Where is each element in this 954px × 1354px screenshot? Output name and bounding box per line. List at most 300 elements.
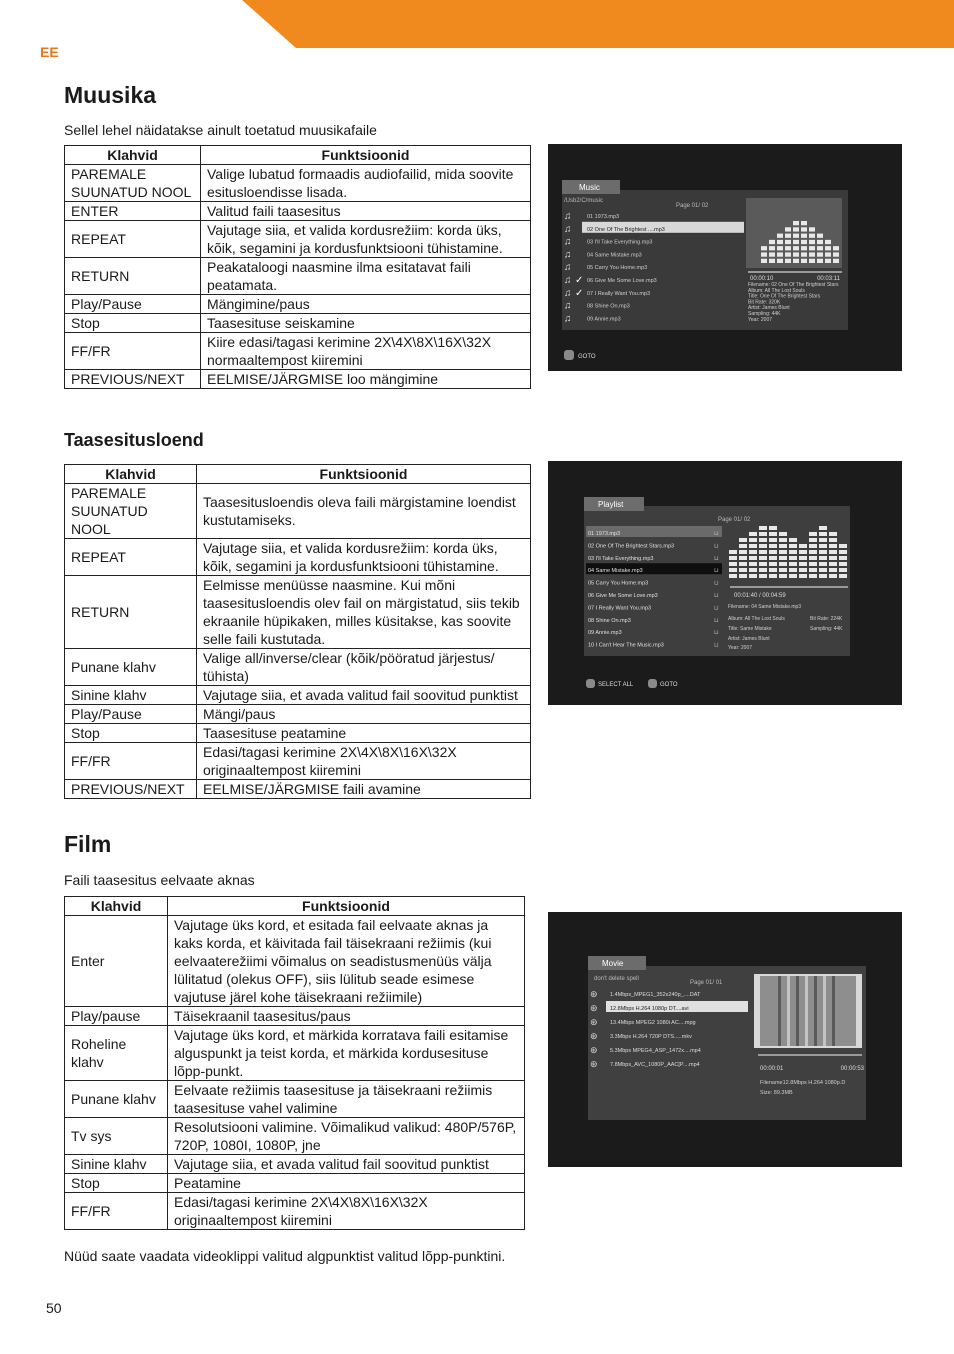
spectrum-bar bbox=[769, 562, 777, 566]
spectrum-bar bbox=[819, 568, 827, 572]
info-line: Title: Same Mistake bbox=[728, 626, 772, 632]
video-stripe bbox=[814, 976, 817, 1046]
key-cell: FF/FR bbox=[65, 1193, 168, 1230]
function-cell: Täisekraanil taasesitus/paus bbox=[168, 1007, 525, 1026]
function-cell: Valitud faili taasesitus bbox=[201, 202, 531, 221]
music-note-icon: ♫ bbox=[564, 223, 572, 235]
key-cell: Play/Pause bbox=[65, 705, 197, 724]
spectrum-bar bbox=[769, 252, 775, 256]
file-name: 04 Same Mistake.mp3 bbox=[587, 252, 642, 259]
spectrum-bar bbox=[785, 246, 791, 250]
spectrum-bar bbox=[769, 544, 777, 548]
spectrum-bar bbox=[761, 246, 767, 250]
spectrum-bar bbox=[769, 538, 777, 542]
spectrum-bar bbox=[779, 574, 787, 578]
spectrum-bar bbox=[839, 544, 847, 548]
spectrum-bar bbox=[809, 568, 817, 572]
spectrum-bar bbox=[759, 562, 767, 566]
key-cell: Enter bbox=[65, 916, 168, 1007]
spectrum-bar bbox=[819, 562, 827, 566]
spectrum-bar bbox=[829, 556, 837, 560]
info-line: Title: One Of The Brightest Stars bbox=[748, 293, 821, 300]
spectrum-bar bbox=[729, 574, 737, 578]
video-stripe bbox=[778, 976, 781, 1046]
spectrum-bar bbox=[759, 532, 767, 536]
file-name: 01 1973.mp3 bbox=[588, 531, 621, 537]
key-cell: REPEAT bbox=[65, 221, 201, 258]
spectrum-bar bbox=[809, 252, 815, 256]
spectrum-bar bbox=[789, 556, 797, 560]
spectrum-bar bbox=[793, 227, 799, 231]
path-label: don't delete spell bbox=[594, 976, 639, 982]
spectrum-bar bbox=[799, 550, 807, 554]
spectrum-bar bbox=[825, 240, 831, 244]
spectrum-bar bbox=[817, 246, 823, 250]
function-cell: Vajutage üks kord, et märkida korratava faili esitamise alguspunkt ja teist korda, et märkida kordusesituse lõpp-punkt. bbox=[168, 1026, 525, 1081]
key-cell: ENTER bbox=[65, 202, 201, 221]
spectrum-bar bbox=[779, 538, 787, 542]
file-name: 06 Give Me Some Love.mp3 bbox=[588, 593, 658, 599]
key-cell: PAREMALE SUUNATUD NOOL bbox=[65, 484, 197, 539]
music-note-icon: ♫ bbox=[564, 313, 572, 325]
spectrum-bar bbox=[829, 574, 837, 578]
spectrum-bar bbox=[819, 544, 827, 548]
function-cell: Edasi/tagasi kerimine 2X\4X\8X\16X\32X originaaltempost kiiremini bbox=[168, 1193, 525, 1230]
spectrum-bar bbox=[739, 544, 747, 548]
file-name: 03 I'll Take Everything.mp3 bbox=[587, 239, 653, 246]
path-label: /Usb2/C/music bbox=[564, 198, 604, 204]
table-row bbox=[65, 705, 531, 724]
file-name: 1.4Mbps_MPEG1_352x240p_....DAT bbox=[610, 992, 701, 998]
blue-key-icon bbox=[648, 679, 657, 688]
function-cell: Mängimine/paus bbox=[201, 295, 531, 314]
info-line: Bit Rate: 320K bbox=[748, 299, 781, 306]
spectrum-bar bbox=[769, 259, 775, 263]
film-reel-icon: ⊛ bbox=[590, 1031, 598, 1041]
spectrum-bar bbox=[789, 574, 797, 578]
section-title-music: Muusika bbox=[64, 82, 157, 108]
spectrum-bar bbox=[839, 556, 847, 560]
file-name: 02 One Of The Brightest ....mp3 bbox=[587, 226, 665, 233]
info-line: Album: All The Lost Souls bbox=[728, 616, 785, 622]
function-cell: Eelmisse menüüsse naasmine. Kui mõni taasesitusloendis olev fail on märgistatud, siis tekib ekraanile hüpikaken, milles küsitakse, kas soovite selle faili kustutada. bbox=[197, 576, 531, 649]
spectrum-bar bbox=[759, 526, 767, 530]
spectrum-bar bbox=[779, 532, 787, 536]
key-cell: PREVIOUS/NEXT bbox=[65, 780, 197, 799]
spectrum-bar bbox=[809, 574, 817, 578]
spectrum-bar bbox=[809, 538, 817, 542]
spectrum-bar bbox=[809, 259, 815, 263]
file-name: 03 I'll Take Everything.mp3 bbox=[588, 555, 654, 562]
spectrum-bar bbox=[801, 259, 807, 263]
spectrum-bar bbox=[785, 252, 791, 256]
spectrum-bar bbox=[801, 252, 807, 256]
table-row bbox=[65, 1174, 525, 1193]
spectrum-bar bbox=[839, 568, 847, 572]
function-cell: EELMISE/JÄRGMISE faili avamine bbox=[197, 780, 531, 799]
info-line: Sampling: 44K bbox=[810, 626, 843, 632]
file-name: 3.3Mbps H.264 720P DTS.....mkv bbox=[610, 1034, 692, 1040]
spectrum-bar bbox=[829, 562, 837, 566]
spectrum-bar bbox=[793, 240, 799, 244]
tab-label: Movie bbox=[602, 959, 624, 968]
file-name: 05 Carry You Home.mp3 bbox=[587, 265, 648, 272]
video-stripe bbox=[823, 976, 826, 1046]
spectrum-bar bbox=[801, 234, 807, 238]
key-cell: RETURN bbox=[65, 576, 197, 649]
spectrum-bar bbox=[793, 246, 799, 250]
music-note-icon: ♫ bbox=[564, 287, 572, 299]
music-note-icon: ♫ bbox=[564, 275, 572, 286]
key-cell: Roheline klahv bbox=[65, 1026, 168, 1081]
goto-label: GOTO bbox=[578, 354, 596, 360]
elapsed-time: 00:00:10 bbox=[750, 276, 774, 282]
spectrum-bar bbox=[769, 246, 775, 250]
spectrum-bar bbox=[799, 562, 807, 566]
progress-bar bbox=[748, 271, 842, 273]
video-stripe bbox=[805, 976, 808, 1046]
spectrum-bar bbox=[761, 252, 767, 256]
spectrum-bar bbox=[777, 252, 783, 256]
table-row bbox=[65, 1155, 525, 1174]
spectrum-bar bbox=[829, 550, 837, 554]
file-name: 08 Shine On.mp3 bbox=[588, 617, 631, 624]
spectrum-bar bbox=[739, 568, 747, 572]
spectrum-bar bbox=[749, 538, 757, 542]
function-cell: Mängi/paus bbox=[197, 705, 531, 724]
checkmark-icon: ✓ bbox=[575, 275, 584, 286]
music-note-icon: ♫ bbox=[564, 262, 572, 274]
spectrum-bar bbox=[799, 574, 807, 578]
key-cell: Tv sys bbox=[65, 1118, 168, 1155]
info-line: Bit Rate: 224K bbox=[810, 616, 843, 622]
key-cell: FF/FR bbox=[65, 333, 201, 370]
spectrum-bar bbox=[833, 246, 839, 250]
spectrum-bar bbox=[793, 252, 799, 256]
spectrum-bar bbox=[739, 556, 747, 560]
function-cell: Eelvaate režiimis taasesituse ja täisekraani režiimis taasesituse vahel valimine bbox=[168, 1081, 525, 1118]
info-line: Artist: James Blunt bbox=[748, 305, 790, 312]
table-row bbox=[65, 1193, 525, 1230]
spectrum-bar bbox=[819, 550, 827, 554]
film-reel-icon: ⊛ bbox=[590, 989, 598, 999]
function-cell: Edasi/tagasi kerimine 2X\4X\8X\16X\32X originaaltempost kiiremini bbox=[197, 743, 531, 780]
spectrum-bar bbox=[769, 532, 777, 536]
spectrum-bar bbox=[761, 259, 767, 263]
function-cell: Taasesitusloendis oleva faili märgistamine loendist kustutamiseks. bbox=[197, 484, 531, 539]
spectrum-bar bbox=[829, 538, 837, 542]
key-cell: Play/Pause bbox=[65, 295, 201, 314]
function-cell: Vajutage siia, et avada valitud fail soovitud punktist bbox=[197, 686, 531, 705]
spectrum-bar bbox=[759, 574, 767, 578]
function-cell: Resolutsiooni valimine. Võimalikud valikud: 480P/576P, 720P, 1080I, 1080P, jne bbox=[168, 1118, 525, 1155]
info-line: Filename12.8Mbps H.264 1080p.D bbox=[760, 1080, 846, 1086]
film-note: Nüüd saate vaadata videoklippi valitud algpunktist valitud lõpp-punktini. bbox=[64, 1248, 506, 1264]
spectrum-bar bbox=[809, 240, 815, 244]
info-line: Filename: 04 Same Mistake.mp3 bbox=[728, 604, 802, 610]
spectrum-bar bbox=[799, 556, 807, 560]
select-all-label: SELECT ALL bbox=[598, 682, 634, 688]
spectrum-bar bbox=[801, 221, 807, 225]
table-row bbox=[65, 370, 531, 389]
spectrum-bar bbox=[817, 252, 823, 256]
spectrum-bar bbox=[789, 568, 797, 572]
spectrum-bar bbox=[729, 550, 737, 554]
page-indicator: Page 01/ 02 bbox=[676, 203, 709, 209]
table-row bbox=[65, 686, 531, 705]
spectrum-bar bbox=[799, 568, 807, 572]
table-row bbox=[65, 780, 531, 799]
spectrum-bar bbox=[759, 544, 767, 548]
spectrum-bar bbox=[729, 556, 737, 560]
spectrum-bar bbox=[777, 234, 783, 238]
table-row bbox=[65, 1007, 525, 1026]
page-indicator: Page 01/ 01 bbox=[690, 980, 723, 986]
list-marker-icon: ⊔ bbox=[714, 531, 719, 537]
spectrum-bar bbox=[739, 562, 747, 566]
spectrum-bar bbox=[749, 562, 757, 566]
function-cell: Vajutage siia, et valida kordusrežiim: korda üks, kõik, segamini ja kordusfunktsiooni tühistamine. bbox=[197, 539, 531, 576]
spectrum-bar bbox=[779, 562, 787, 566]
table-row bbox=[65, 1081, 525, 1118]
page-number: 50 bbox=[46, 1300, 62, 1316]
section-title-playlist: Taasesitusloend bbox=[64, 430, 204, 450]
file-name: 13.4Mbps MPEG2 1080i AC....mpg bbox=[610, 1020, 696, 1026]
function-cell: Valige all/inverse/clear (kõik/pööratud järjestus/ tühista) bbox=[197, 649, 531, 686]
elapsed-time: 00:00:01 bbox=[760, 1066, 784, 1072]
spectrum-bar bbox=[817, 234, 823, 238]
music-screenshot bbox=[548, 144, 902, 371]
table-row bbox=[65, 743, 531, 780]
key-cell: Punane klahv bbox=[65, 649, 197, 686]
key-cell: PAREMALE SUUNATUD NOOL bbox=[65, 165, 201, 202]
file-name: 09 Annie.mp3 bbox=[587, 316, 621, 323]
film-intro: Faili taasesitus eelvaate aknas bbox=[64, 872, 255, 888]
spectrum-bar bbox=[839, 574, 847, 578]
spectrum-bar bbox=[809, 544, 817, 548]
file-name: 07 I Really Want You.mp3 bbox=[587, 290, 651, 297]
spectrum-bar bbox=[789, 550, 797, 554]
spectrum-bar bbox=[793, 221, 799, 225]
spectrum-bar bbox=[833, 259, 839, 263]
spectrum-bar bbox=[801, 227, 807, 231]
spectrum-bar bbox=[749, 556, 757, 560]
spectrum-bar bbox=[749, 568, 757, 572]
key-cell: PREVIOUS/NEXT bbox=[65, 370, 201, 389]
progress-bar bbox=[730, 586, 848, 588]
video-stripe bbox=[787, 976, 790, 1046]
playlist-keys-table bbox=[64, 464, 531, 799]
tab-label: Playlist bbox=[598, 500, 624, 509]
spectrum-bar bbox=[839, 562, 847, 566]
progress-bar bbox=[758, 1054, 862, 1056]
function-cell: Kiire edasi/tagasi kerimine 2X\4X\8X\16X\32X normaaltempost kiiremini bbox=[201, 333, 531, 370]
spectrum-bar bbox=[809, 556, 817, 560]
duration: 00:03:11 bbox=[817, 276, 840, 282]
table-row bbox=[65, 314, 531, 333]
key-cell: Play/pause bbox=[65, 1007, 168, 1026]
spectrum-bar bbox=[789, 544, 797, 548]
spectrum-bar bbox=[779, 544, 787, 548]
file-name: 04 Same Mistake.mp3 bbox=[588, 568, 643, 575]
spectrum-bar bbox=[785, 227, 791, 231]
red-key-icon bbox=[586, 679, 595, 688]
spectrum-bar bbox=[779, 550, 787, 554]
list-marker-icon: ⊔ bbox=[714, 555, 719, 562]
spectrum-bar bbox=[789, 538, 797, 542]
file-name: 5.3Mbps MPEG4_ASP_1472x....mp4 bbox=[610, 1048, 701, 1054]
function-cell: Peatamine bbox=[168, 1174, 525, 1193]
info-line: Size: 89.3MB bbox=[760, 1090, 793, 1096]
info-line: Year: 2007 bbox=[748, 316, 773, 323]
spectrum-bar bbox=[801, 240, 807, 244]
goto-key-icon bbox=[564, 350, 574, 360]
key-cell: FF/FR bbox=[65, 743, 197, 780]
function-cell: Vajutage siia, et avada valitud fail soovitud punktist bbox=[168, 1155, 525, 1174]
language-tag: EE bbox=[40, 44, 59, 60]
key-cell: Stop bbox=[65, 314, 201, 333]
list-marker-icon: ⊔ bbox=[714, 642, 719, 649]
spectrum-bar bbox=[789, 562, 797, 566]
table-row bbox=[65, 165, 531, 202]
spectrum-bar bbox=[785, 240, 791, 244]
film-reel-icon: ⊛ bbox=[590, 1059, 598, 1069]
spectrum-bar bbox=[829, 532, 837, 536]
spectrum-bar bbox=[829, 544, 837, 548]
spectrum-bar bbox=[769, 574, 777, 578]
file-name: 12.8Mbps H.264 1080p DT....avi bbox=[610, 1006, 689, 1012]
spectrum-bar bbox=[793, 259, 799, 263]
music-keys-table bbox=[64, 145, 531, 389]
col-header-key: Klahvid bbox=[65, 897, 168, 916]
spectrum-bar bbox=[769, 568, 777, 572]
spectrum-bar bbox=[809, 550, 817, 554]
music-note-icon: ♫ bbox=[564, 300, 572, 312]
spectrum-bar bbox=[739, 574, 747, 578]
playlist-screenshot bbox=[548, 461, 902, 705]
list-marker-icon: ⊔ bbox=[714, 617, 719, 624]
table-row bbox=[65, 539, 531, 576]
key-cell: Sinine klahv bbox=[65, 686, 197, 705]
key-cell: REPEAT bbox=[65, 539, 197, 576]
music-note-icon: ♫ bbox=[564, 211, 572, 222]
film-screenshot bbox=[548, 912, 902, 1167]
col-header-key: Klahvid bbox=[65, 146, 201, 165]
duration: 00:00:53 bbox=[840, 1066, 864, 1072]
spectrum-bar bbox=[749, 544, 757, 548]
file-name: 06 Give Me Some Love.mp3 bbox=[587, 278, 657, 284]
key-cell: Punane klahv bbox=[65, 1081, 168, 1118]
spectrum-bar bbox=[819, 526, 827, 530]
music-note-icon: ♫ bbox=[564, 236, 572, 248]
spectrum-bar bbox=[825, 246, 831, 250]
tab-label: Music bbox=[579, 183, 600, 192]
spectrum-bar bbox=[769, 556, 777, 560]
spectrum-bar bbox=[809, 246, 815, 250]
info-line: Artist: James Blunt bbox=[728, 636, 770, 642]
spectrum-bar bbox=[759, 538, 767, 542]
list-marker-icon: ⊔ bbox=[714, 580, 719, 587]
spectrum-bar bbox=[829, 568, 837, 572]
key-cell: Stop bbox=[65, 1174, 168, 1193]
spectrum-bar bbox=[749, 532, 757, 536]
film-reel-icon: ⊛ bbox=[590, 1003, 598, 1013]
col-header-function: Funktsioonid bbox=[197, 465, 531, 484]
table-row bbox=[65, 724, 531, 743]
elapsed-time: 00:01:40 / 00:04:59 bbox=[734, 593, 786, 599]
section-title-film: Film bbox=[64, 831, 112, 857]
list-marker-icon: ⊔ bbox=[714, 543, 719, 550]
col-header-function: Funktsioonid bbox=[201, 146, 531, 165]
spectrum-bar bbox=[809, 234, 815, 238]
spectrum-bar bbox=[819, 538, 827, 542]
spectrum-bar bbox=[825, 259, 831, 263]
table-row bbox=[65, 221, 531, 258]
table-row bbox=[65, 576, 531, 649]
spectrum-bar bbox=[809, 532, 817, 536]
spectrum-bar bbox=[739, 538, 747, 542]
spectrum-bar bbox=[825, 252, 831, 256]
list-marker-icon: ⊔ bbox=[714, 568, 719, 575]
table-row bbox=[65, 1026, 525, 1081]
spectrum-bar bbox=[817, 259, 823, 263]
table-row bbox=[65, 202, 531, 221]
spectrum-bar bbox=[777, 240, 783, 244]
header-banner bbox=[0, 0, 954, 50]
spectrum-bar bbox=[749, 550, 757, 554]
music-intro: Sellel lehel näidatakse ainult toetatud muusikafaile bbox=[64, 122, 377, 138]
spectrum-bar bbox=[759, 568, 767, 572]
spectrum-bar bbox=[739, 550, 747, 554]
col-header-function: Funktsioonid bbox=[168, 897, 525, 916]
table-row bbox=[65, 333, 531, 370]
spectrum-bar bbox=[817, 240, 823, 244]
spectrum-bar bbox=[779, 556, 787, 560]
video-stripe bbox=[832, 976, 835, 1046]
spectrum-bar bbox=[779, 568, 787, 572]
file-name: 10 I Can't Hear The Music.mp3 bbox=[588, 642, 664, 649]
list-marker-icon: ⊔ bbox=[714, 593, 719, 599]
video-stripe bbox=[796, 976, 799, 1046]
key-cell: Sinine klahv bbox=[65, 1155, 168, 1174]
col-header-key: Klahvid bbox=[65, 465, 197, 484]
music-note-icon: ♫ bbox=[564, 249, 572, 261]
file-name: 07 I Really Want You.mp3 bbox=[588, 605, 652, 612]
film-reel-icon: ⊛ bbox=[590, 1045, 598, 1055]
spectrum-bar bbox=[749, 574, 757, 578]
spectrum-bar bbox=[785, 234, 791, 238]
spectrum-bar bbox=[759, 556, 767, 560]
info-line: Year: 2007 bbox=[728, 645, 753, 651]
spectrum-box bbox=[746, 198, 842, 268]
spectrum-bar bbox=[819, 556, 827, 560]
spectrum-bar bbox=[769, 550, 777, 554]
spectrum-bar bbox=[839, 550, 847, 554]
table-row bbox=[65, 649, 531, 686]
list-marker-icon: ⊔ bbox=[714, 605, 719, 612]
goto-label: GOTO bbox=[660, 682, 678, 688]
file-name: 7.8Mbps_AVC_1080P_AAC[P....mp4 bbox=[610, 1062, 700, 1068]
function-cell: EELMISE/JÄRGMISE loo mängimine bbox=[201, 370, 531, 389]
function-cell: Peakataloogi naasmine ilma esitatavat faili peatamata. bbox=[201, 258, 531, 295]
key-cell: Stop bbox=[65, 724, 197, 743]
info-line: Filename: 02 One Of The Brightest Stars bbox=[748, 282, 839, 288]
spectrum-bar bbox=[759, 550, 767, 554]
spectrum-bar bbox=[809, 562, 817, 566]
table-row bbox=[65, 1118, 525, 1155]
spectrum-bar bbox=[729, 562, 737, 566]
table-row bbox=[65, 258, 531, 295]
